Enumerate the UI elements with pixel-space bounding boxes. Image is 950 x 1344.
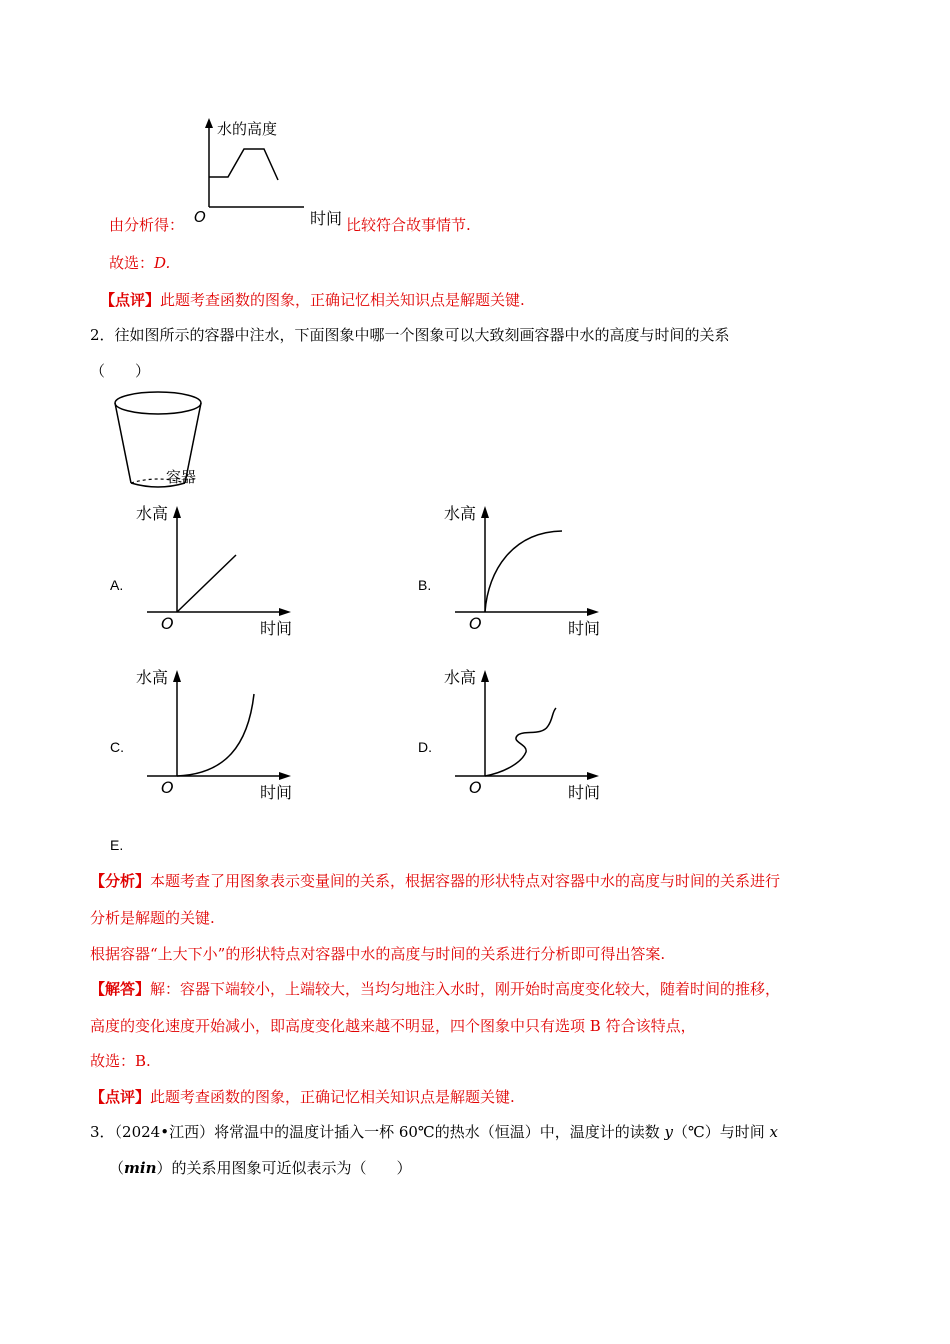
q2-review-text: 此题考查函数的图象，正确记忆相关知识点是解题关键. <box>150 1088 515 1106</box>
option-c-x-arrow <box>279 772 291 780</box>
q3-line2 <box>109 1158 412 1178</box>
q2-solution-line1 <box>90 979 780 999</box>
option-d-x-label: 时间 <box>568 783 601 802</box>
q2-number: 2． <box>90 326 115 344</box>
option-d-curve <box>485 708 556 776</box>
q3-line1-a: （2024•江西）将常温中的温度计插入一杯 60℃的热水（恒温）中，温度计的读数 <box>114 1123 665 1141</box>
option-b-y-arrow <box>481 506 489 518</box>
q1-review-tag: 【点评】 <box>100 291 161 309</box>
option-d-y-label: 水高 <box>444 668 477 687</box>
option-a-letter: A. <box>110 577 124 593</box>
q3-number: 3． <box>90 1123 115 1141</box>
option-b-letter: B. <box>418 577 432 593</box>
option-b-origin: O <box>469 614 482 633</box>
option-a-y-label: 水高 <box>136 504 169 523</box>
container-left-side <box>115 403 131 483</box>
option-c-curve <box>177 694 254 776</box>
option-c-y-label: 水高 <box>136 668 169 687</box>
option-a-origin: O <box>161 614 174 633</box>
q2-answer: 故选：B. <box>90 1052 151 1070</box>
top-graph-y-arrow <box>205 118 213 128</box>
option-c-y-arrow <box>173 670 181 682</box>
q2-review-tag: 【点评】 <box>90 1088 151 1106</box>
option-a-x-arrow <box>279 608 291 616</box>
option-c-graph <box>130 664 310 809</box>
q2-solution-tag: 【解答】 <box>90 980 151 998</box>
option-a-curve <box>177 555 236 612</box>
top-graph-curve <box>209 149 278 180</box>
option-d-letter: D. <box>418 739 432 755</box>
option-a-x-label: 时间 <box>260 619 293 638</box>
option-b-x-label: 时间 <box>568 619 601 638</box>
top-graph-y-label: 水的高度 <box>217 120 278 138</box>
option-c-letter: C. <box>110 739 124 755</box>
q1-analysis-prefix: 由分析得： <box>109 216 185 234</box>
container-label: 容器 <box>166 469 197 486</box>
option-b-y-label: 水高 <box>444 504 477 523</box>
option-a-graph <box>130 500 310 645</box>
option-d-graph <box>438 664 618 809</box>
q1-answer-value: D. <box>154 254 171 272</box>
q3-var-y: y <box>664 1123 673 1141</box>
q1-review <box>100 290 525 310</box>
option-b-x-arrow <box>587 608 599 616</box>
q2-review <box>90 1087 515 1107</box>
q1-review-text: 此题考查函数的图象，正确记忆相关知识点是解题关键. <box>160 291 525 309</box>
q3-line2-b: ）的关系用图象可近似表示为（ ） <box>156 1159 412 1177</box>
q2-analysis-line2: 分析是解题的关键. <box>90 909 215 927</box>
option-d-x-arrow <box>587 772 599 780</box>
top-graph-origin: O <box>194 208 206 226</box>
option-b-graph <box>438 500 618 645</box>
q1-analysis-line <box>109 215 184 235</box>
top-graph-x-label: 时间 <box>310 211 343 228</box>
option-c-x-label: 时间 <box>260 783 293 802</box>
q2-analysis-tag: 【分析】 <box>90 872 151 890</box>
option-d-y-arrow <box>481 670 489 682</box>
q2-stem-text: 往如图所示的容器中注水，下面图象中哪一个图象可以大致刻画容器中水的高度与时间的关系 <box>114 326 730 344</box>
q1-answer <box>109 253 170 273</box>
q2-solution-line2: 高度的变化速度开始减小，即高度变化越来越不明显，四个图象中只有选项 B 符合该特点， <box>90 1017 696 1035</box>
option-d-origin: O <box>469 778 482 797</box>
q2-analysis-text1: 本题考查了用图象表示变量间的关系，根据容器的形状特点对容器中水的高度与时间的关系进行 <box>150 872 781 890</box>
option-c-origin: O <box>161 778 174 797</box>
q1-analysis-suffix: 比较符合故事情节. <box>346 216 471 234</box>
q2-analysis-line3: 根据容器“上大下小”的形状特点对容器中水的高度与时间的关系进行分析即可得出答案. <box>90 945 666 963</box>
q3-line2-a: （ <box>109 1159 125 1177</box>
q2-paren: （ ） <box>90 362 151 380</box>
option-e-letter: E. <box>110 837 124 853</box>
container-top-rim <box>115 392 201 414</box>
q3-unit: min <box>124 1159 157 1177</box>
q3-line1 <box>90 1122 778 1142</box>
q1-answer-label: 故选： <box>109 254 155 272</box>
option-a-y-arrow <box>173 506 181 518</box>
q2-solution-text1: 解：容器下端较小，上端较大，当均匀地注入水时，刚开始时高度变化较大，随着时间的推移， <box>150 980 781 998</box>
q2-stem <box>90 325 730 345</box>
q3-var-x: x <box>769 1123 778 1141</box>
q3-line1-b: （℃）与时间 <box>672 1123 770 1141</box>
q2-analysis-line1 <box>90 871 780 891</box>
option-b-curve <box>485 531 562 612</box>
